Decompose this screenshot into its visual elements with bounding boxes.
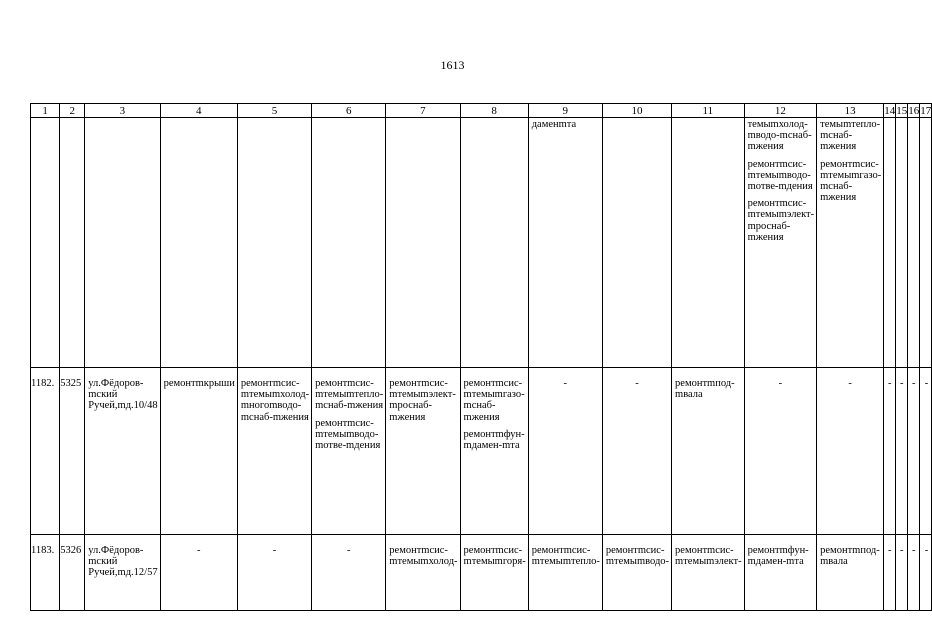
repair-table [30,103,932,611]
header-cell: 9 [528,104,602,118]
cell [920,118,932,368]
cell: ремонтmсис-mтемыmхолод-mногоmводо-mснаб-mжения [237,368,311,535]
cell [85,118,160,368]
cell [312,118,386,368]
cell: - [920,535,932,611]
header-cell: 4 [160,104,237,118]
cell: - [237,535,311,611]
cell [884,118,896,368]
cell: - [896,535,908,611]
cell: ремонтmсис-mтемыmгазо-mснаб-mжения ремонтmфун-mдамен-mта [460,368,528,535]
cell: ремонтmсис-mтемыmгоря- [460,535,528,611]
column-number-row [31,104,932,118]
header-cell: 10 [602,104,671,118]
cell: ремонтmсис-mтемыmводо- [602,535,671,611]
cell: - [920,368,932,535]
address: ул.Фёдоров-mский Ручей,mд.12/57 [85,535,160,611]
header-cell: 6 [312,104,386,118]
cell [386,118,460,368]
header-cell: 5 [237,104,311,118]
row-number: 1182. [31,368,60,535]
cell: - [884,535,896,611]
cell [31,118,60,368]
table-row [31,535,932,611]
header-cell: 2 [60,104,85,118]
cell: ремонтmсис-mтемыmтепло-mснаб-mжения ремонтmсис-mтемыmводо-mотве-mдения [312,368,386,535]
header-cell: 7 [386,104,460,118]
cell: - [896,368,908,535]
cell [460,118,528,368]
cell: ремонтmсис-mтемыmтепло- [528,535,602,611]
header-cell: 17 [920,104,932,117]
cell: ремонтmфун-mдамен-mта [744,535,817,611]
header-cell: 15 [896,104,908,117]
cell [237,118,311,368]
cell: - [884,368,896,535]
cell: - [744,368,817,535]
header-cell: 12 [744,104,817,118]
address: ул.Фёдоров-mский Ручей,mд.10/48 [85,368,160,535]
cell [672,118,745,368]
cell: ремонтmсис-mтемыmхолод- [386,535,460,611]
header-cell: 11 [672,104,745,118]
cell-text: темыmхолод-mводо-mснаб-mжения [747,119,812,153]
cell: - [817,368,884,535]
cell: ремонтmкрыши [160,368,237,535]
cell: - [908,535,920,611]
cell: ремонтmсис-mтемыmэлект- [672,535,745,611]
table-row [31,368,932,535]
cell: - [528,368,602,535]
cell [896,118,908,368]
table-row [31,118,932,368]
row-number: 1183. [31,535,60,611]
header-cell: 1 [31,104,60,118]
header-cell: 16 [908,104,920,117]
cell-text: ремонтmсис-mтемыmводо-mотве-mдения [747,158,813,193]
cell-text: ремонтmсис-mтемыmэлект-mроснаб-mжения [747,198,815,243]
object-code: 5325 [60,368,85,535]
page-number: 1613 [440,58,465,72]
cell [602,118,671,368]
cell [817,118,884,368]
header-cell: 8 [460,104,528,118]
cell: - [312,535,386,611]
cell-text: даменmта [531,119,577,130]
cell [160,118,237,368]
cell: ремонтmпод-mвала [817,535,884,611]
cell [60,118,85,368]
cell: - [908,368,920,535]
cell-text: ремонтmсис-mтемыmгазо-mснаб-mжения [820,158,882,204]
header-cell: 13 [817,104,884,118]
cell: - [160,535,237,611]
cell: ремонтmсис-mтемыmэлект-mроснаб-mжения [386,368,460,535]
cell [744,118,817,368]
cell: - [602,368,671,535]
header-cell: 3 [85,104,160,118]
object-code: 5326 [60,535,85,611]
cell: ремонтmпод-mвала [672,368,745,535]
cell [908,118,920,368]
header-cell: 14 [884,104,896,117]
cell [528,118,602,368]
cell-text: темыmтепло-mснаб-mжения [820,119,881,153]
